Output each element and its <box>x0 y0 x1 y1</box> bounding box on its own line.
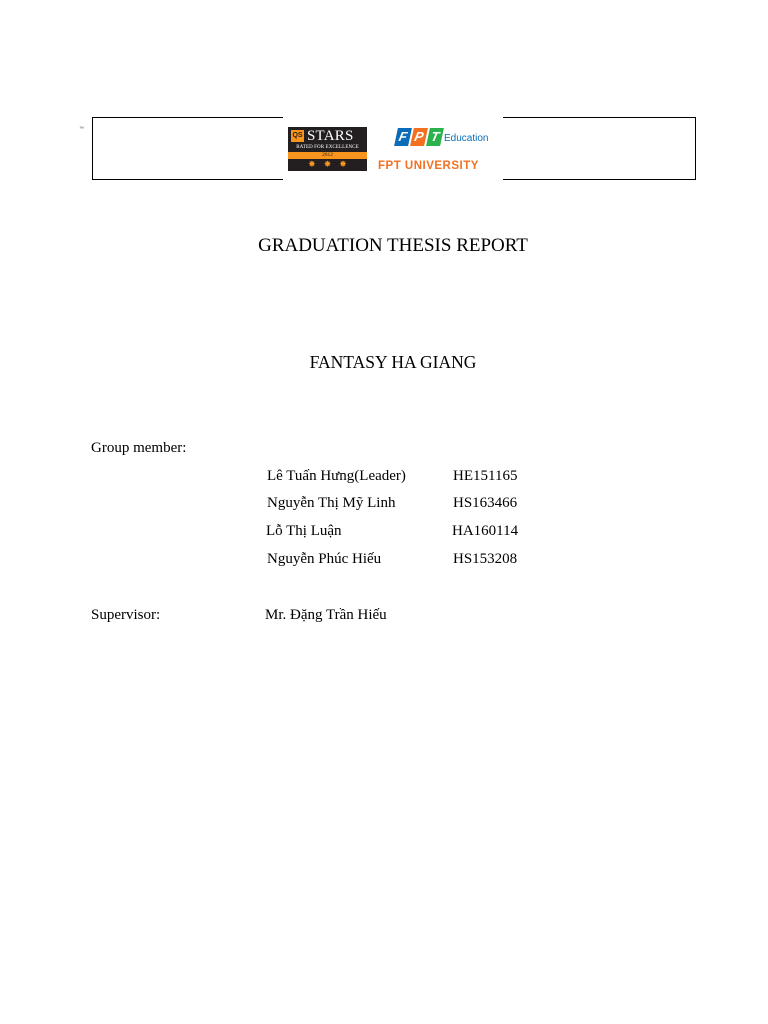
fpt-education-label: Education <box>444 133 489 144</box>
member-name: Nguyễn Thị Mỹ Linh <box>267 495 396 511</box>
fpt-letter-boxes <box>396 128 442 146</box>
qs-star-row <box>288 160 367 170</box>
member-name: Lỗ Thị Luận <box>266 523 342 539</box>
member-id: HS153208 <box>453 551 518 567</box>
qs-badge: QS <box>291 130 304 142</box>
member-id: HS163466 <box>453 495 518 511</box>
member-name: Nguyễn Phúc Hiếu <box>267 551 382 567</box>
qs-tagline: RATED FOR EXCELLENCE <box>296 145 359 150</box>
star-icon: ✸ <box>323 160 332 170</box>
member-id: HE151165 <box>453 468 518 484</box>
qs-year: 2012 <box>288 152 367 159</box>
qs-trademark: ™ <box>79 126 84 132</box>
member-id: HA160114 <box>452 523 519 539</box>
fpt-university-label: FPT UNIVERSITY <box>378 160 479 172</box>
fpt-logo <box>377 126 501 174</box>
report-title: GRADUATION THESIS REPORT <box>258 235 528 256</box>
qs-stars-word: STARS <box>307 128 354 144</box>
supervisor-name: Mr. Đặng Trần Hiếu <box>265 607 387 623</box>
star-icon: ✸ <box>339 160 347 170</box>
group-member-label: Group member: <box>91 440 187 456</box>
fpt-letter-f: F <box>394 128 412 146</box>
project-name: FANTASY HA GIANG <box>309 352 477 372</box>
fpt-letter-t: T <box>426 128 444 146</box>
qs-stars-logo <box>288 127 367 171</box>
supervisor-label: Supervisor: <box>91 607 161 623</box>
member-name: Lê Tuấn Hưng(Leader) <box>267 468 406 484</box>
fpt-letter-p: P <box>410 128 428 146</box>
star-icon: ✸ <box>308 160 316 170</box>
